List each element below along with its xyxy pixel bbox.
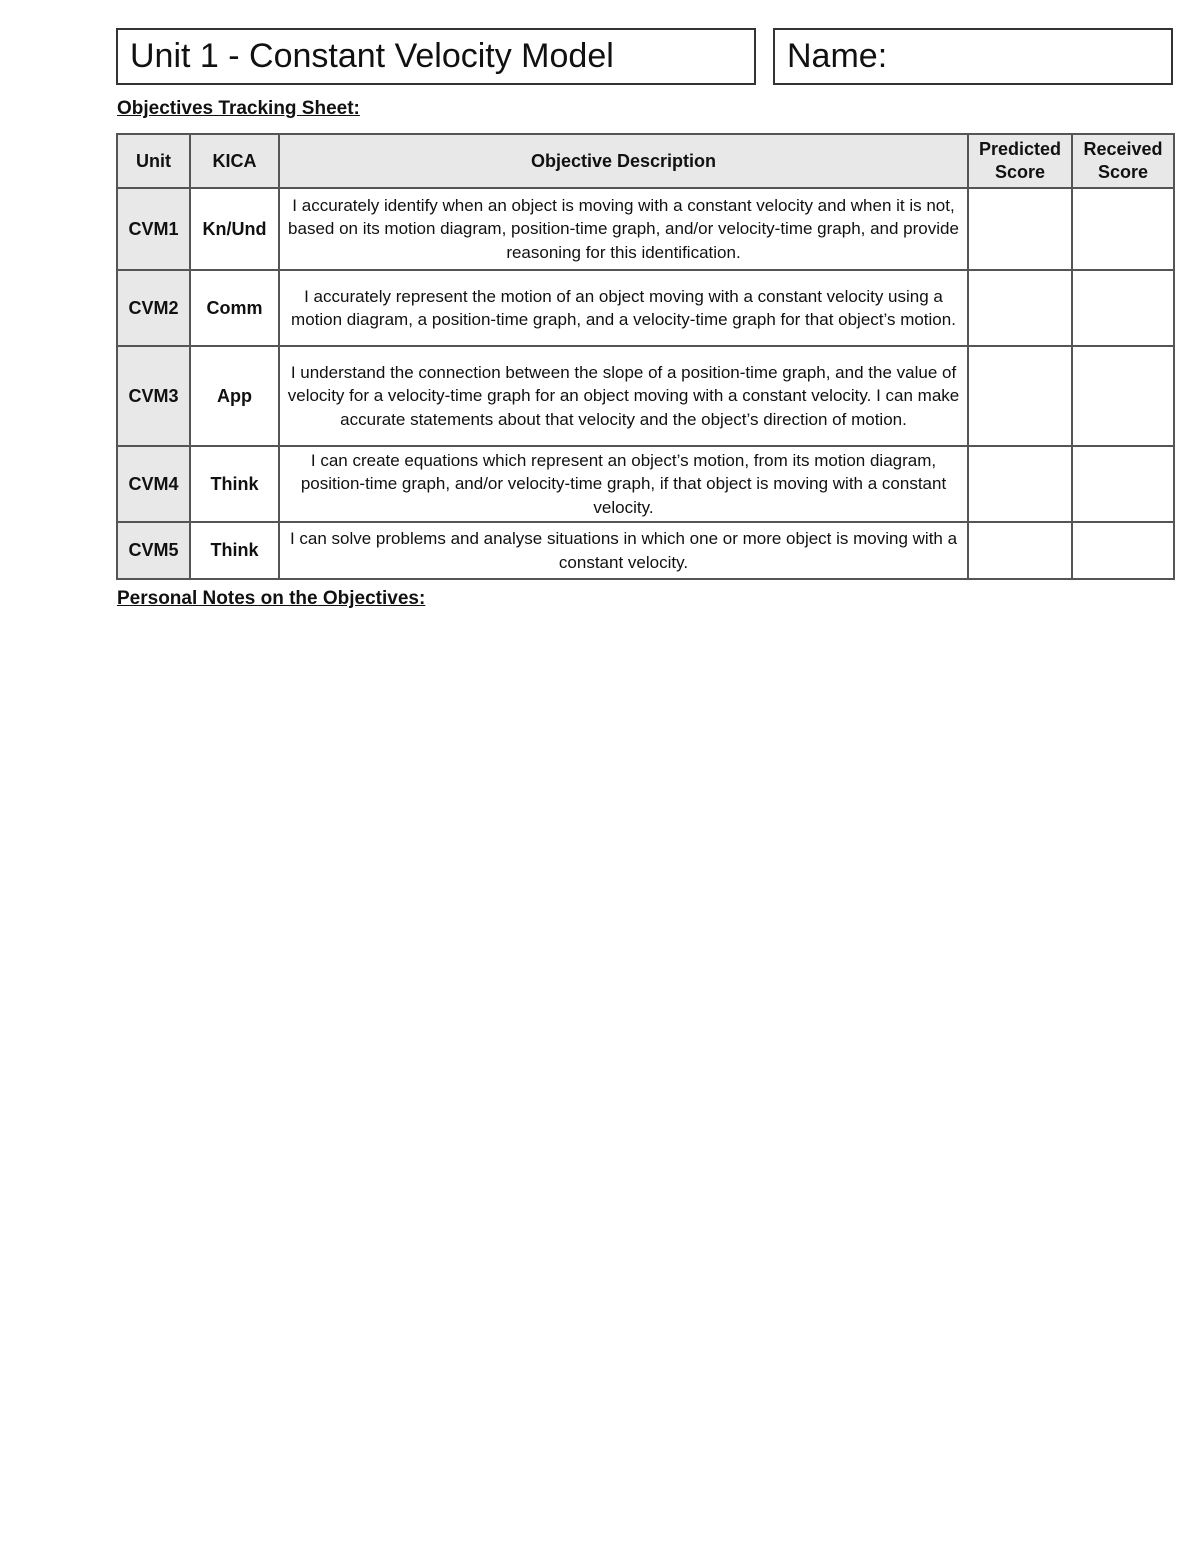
- unit-title: Unit 1 - Constant Velocity Model: [116, 28, 756, 85]
- table-row: [117, 346, 1174, 446]
- description-cell: I can create equations which represent an object’s motion, from its motion diagram, position-time graph, and/or velocity-time graph, if that object is moving with a constant velocity.: [279, 446, 968, 522]
- table-row: [117, 188, 1174, 270]
- predicted-header-line2: Score: [994, 162, 1046, 182]
- predicted-header-line1: Predicted: [978, 139, 1062, 159]
- kica-cell: Kn/Und: [190, 188, 279, 270]
- unit-cell: CVM1: [117, 188, 190, 270]
- column-header-unit: Unit: [117, 134, 190, 188]
- description-cell: I understand the connection between the slope of a position-time graph, and the value of velocity for a velocity-time graph for an object moving with a constant velocity. I can make accurate statements about that velocity and the object’s direction of motion.: [279, 346, 968, 446]
- description-cell: I accurately represent the motion of an object moving with a constant velocity using a motion diagram, a position-time graph, and a velocity-time graph for that object’s motion.: [279, 270, 968, 346]
- predicted-score-cell[interactable]: [968, 346, 1072, 446]
- unit-cell: CVM2: [117, 270, 190, 346]
- kica-cell: Comm: [190, 270, 279, 346]
- name-field[interactable]: Name:: [773, 28, 1173, 85]
- kica-cell: Think: [190, 522, 279, 579]
- column-header-description: Objective Description: [279, 134, 968, 188]
- received-score-cell[interactable]: [1072, 188, 1174, 270]
- unit-cell: CVM5: [117, 522, 190, 579]
- received-score-cell[interactable]: [1072, 522, 1174, 579]
- table-row: [117, 270, 1174, 346]
- received-header-line2: Score: [1097, 162, 1149, 182]
- description-cell: I accurately identify when an object is moving with a constant velocity and when it is not, based on its motion diagram, position-time graph, and/or velocity-time graph, and provide reasoning for this identification.: [279, 188, 968, 270]
- received-header-line1: Received: [1083, 139, 1163, 159]
- received-score-cell[interactable]: [1072, 270, 1174, 346]
- received-score-cell[interactable]: [1072, 346, 1174, 446]
- kica-cell: Think: [190, 446, 279, 522]
- predicted-score-cell[interactable]: [968, 522, 1072, 579]
- predicted-score-cell[interactable]: [968, 446, 1072, 522]
- description-cell: I can solve problems and analyse situations in which one or more object is moving with a constant velocity.: [279, 522, 968, 579]
- objectives-tracking-heading: Objectives Tracking Sheet:: [117, 98, 360, 119]
- table-row: [117, 522, 1174, 579]
- predicted-score-cell[interactable]: [968, 188, 1072, 270]
- objectives-table: [116, 133, 1175, 580]
- column-header-predicted-score: [968, 134, 1072, 188]
- received-score-cell[interactable]: [1072, 446, 1174, 522]
- table-header-row: [117, 134, 1174, 188]
- column-header-received-score: [1072, 134, 1174, 188]
- unit-cell: CVM3: [117, 346, 190, 446]
- table-row: [117, 446, 1174, 522]
- personal-notes-heading: Personal Notes on the Objectives:: [117, 588, 426, 609]
- unit-cell: CVM4: [117, 446, 190, 522]
- predicted-score-cell[interactable]: [968, 270, 1072, 346]
- kica-cell: App: [190, 346, 279, 446]
- column-header-kica: KICA: [190, 134, 279, 188]
